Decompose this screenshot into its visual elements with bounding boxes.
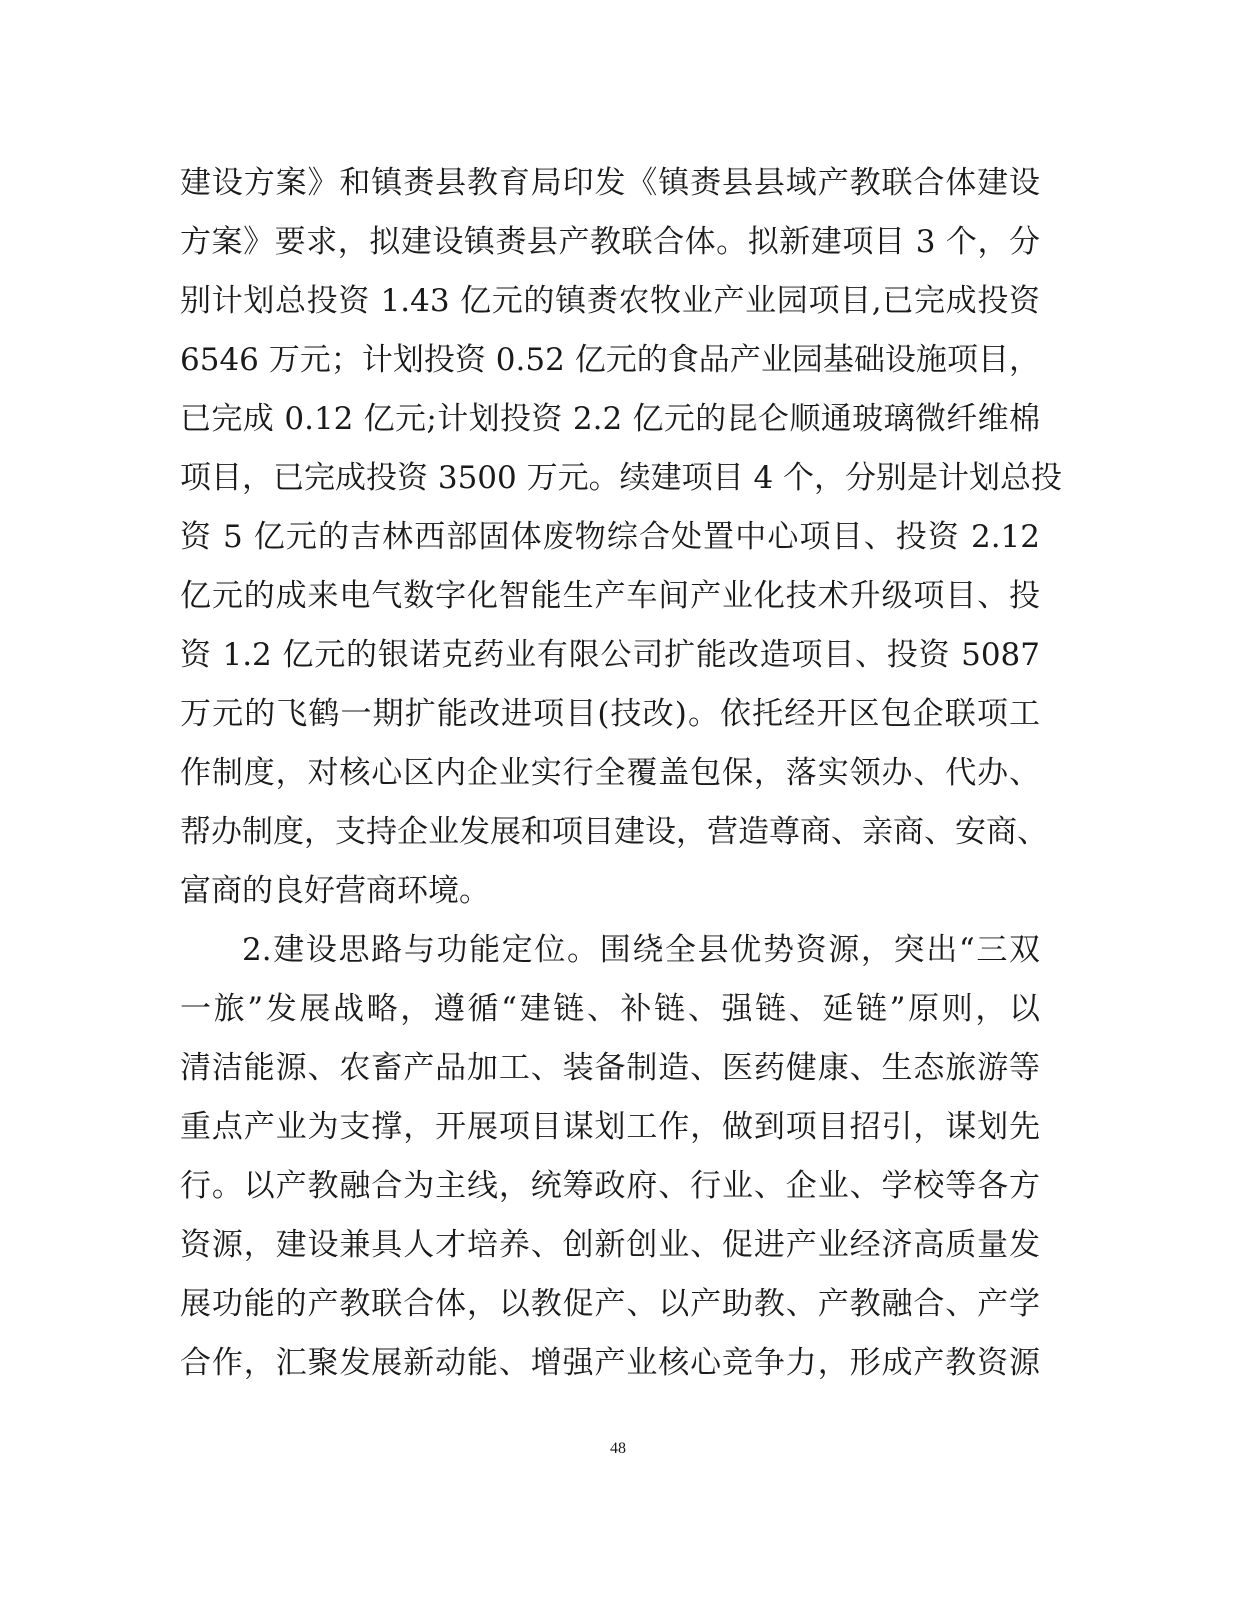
text-line: 清洁能源、农畜产品加工、装备制造、医药健康、生态旅游等 xyxy=(180,1050,1040,1086)
text-line: 重点产业为支撑，开展项目谋划工作，做到项目招引，谋划先 xyxy=(180,1109,1040,1145)
text-line: 资源，建设兼具人才培养、创新创业、促进产业经济高质量发 xyxy=(180,1227,1040,1263)
text-line: 别计划总投资 1.43 亿元的镇赉农牧业产业园项目,已完成投资 xyxy=(180,283,1040,319)
text-line: 资 5 亿元的吉林西部固体废物综合处置中心项目、投资 2.12 xyxy=(180,519,1040,555)
text-line: 项目，已完成投资 3500 万元。续建项目 4 个，分别是计划总投 xyxy=(180,460,1063,496)
text-line: 方案》要求，拟建设镇赉县产教联合体。拟新建项目 3 个，分 xyxy=(180,224,1040,260)
text-line: 行。以产教融合为主线，统筹政府、行业、企业、学校等各方 xyxy=(180,1168,1040,1204)
text-line: 合作，汇聚发展新动能、增强产业核心竞争力，形成产教资源 xyxy=(180,1345,1040,1381)
text-line: 已完成 0.12 亿元;计划投资 2.2 亿元的昆仑顺通玻璃微纤维棉 xyxy=(180,401,1040,437)
text-line: 亿元的成来电气数字化智能生产车间产业化技术升级项目、投 xyxy=(180,578,1040,614)
body-text xyxy=(180,154,1063,1393)
page-number: 48 xyxy=(610,1440,626,1457)
text-line: 建设方案》和镇赉县教育局印发《镇赉县县域产教联合体建设 xyxy=(180,165,1040,201)
text-line: 6546 万元；计划投资 0.52 亿元的食品产业园基础设施项目， xyxy=(180,342,1040,378)
text-line: 作制度，对核心区内企业实行全覆盖包保，落实领办、代办、 xyxy=(180,755,1040,791)
text-line: 资 1.2 亿元的银诺克药业有限公司扩能改造项目、投资 5087 xyxy=(180,637,1040,673)
text-line: 帮办制度，支持企业发展和项目建设，营造尊商、亲商、安商、 xyxy=(180,814,1048,850)
text-line: 万元的飞鹤一期扩能改进项目(技改)。依托经开区包企联项工 xyxy=(180,696,1040,732)
text-line: 展功能的产教联合体，以教促产、以产助教、产教融合、产学 xyxy=(180,1286,1040,1322)
text-line: 富商的良好营商环境。 xyxy=(180,873,490,909)
text-line: 2.建设思路与功能定位。围绕全县优势资源，突出“三双 xyxy=(242,932,1040,968)
text-line: 一旅”发展战略，遵循“建链、补链、强链、延链”原则，以 xyxy=(180,991,1040,1027)
